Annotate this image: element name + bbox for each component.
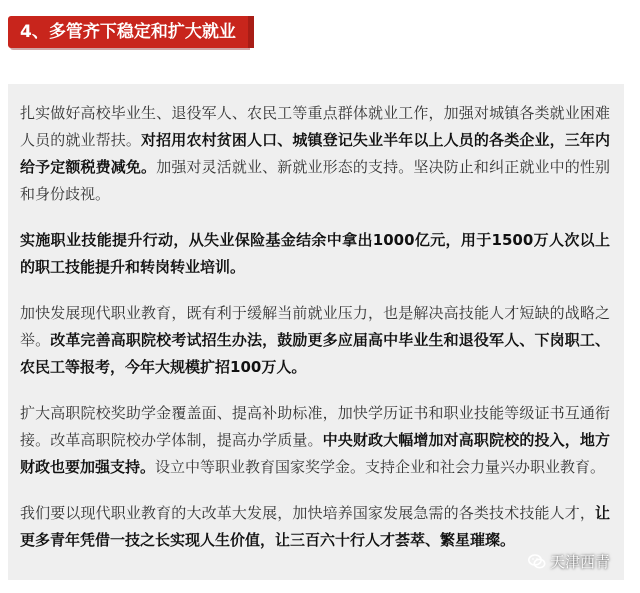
paragraph-text: 加强对灵活就业、新就业形态的支持。坚决防止和纠正就业中的性别和身份歧视。 — [20, 158, 610, 203]
paragraph-text: 扎实做好高校毕业生、退役军人、农民工等重点群体就业工作，加强对城镇各类就业困难人员的就业帮扶。 — [20, 104, 610, 149]
wechat-icon — [528, 554, 546, 570]
paragraph-bold-text: 让更多青年凭借一技之长实现人生价值，让三百六十行人才荟萃、繁星璀璨。 — [20, 504, 610, 549]
paragraph-text: 加快发展现代职业教育，既有利于缓解当前就业压力，也是解决高技能人才短缺的战略之举。 — [20, 304, 610, 349]
paragraph-text: 扩大高职院校奖助学金覆盖面、提高补助标准，加快学历证书和职业技能等级证书互通衔接。改革高职院校办学体制，提高办学质量。 — [20, 404, 610, 449]
paragraph-text: 我们要以现代职业教育的大改革大发展，加快培养国家发展急需的各类技术技能人才， — [20, 504, 595, 522]
paragraph-bold-text: 中央财政大幅增加对高职院校的投入，地方财政也要加强支持。 — [20, 431, 610, 476]
paragraph-text: 设立中等职业教育国家奖学金。支持企业和社会力量兴办职业教育。 — [155, 458, 606, 476]
paragraph-2 — [20, 227, 610, 281]
paragraph-3 — [20, 300, 610, 381]
content-panel — [8, 84, 624, 580]
paragraph-bold-text: 实施职业技能提升行动，从失业保险基金结余中拿出1000亿元，用于1500万人次以上的职工技能提升和转岗转业培训。 — [20, 231, 610, 276]
paragraph-5 — [20, 500, 610, 554]
watermark-text: 天津西青 — [549, 553, 610, 571]
paragraph-bold-text: 改革完善高职院校考试招生办法，鼓励更多应届高中毕业生和退役军人、下岗职工、农民工等报考，今年大规模扩招100万人。 — [20, 331, 610, 376]
paragraph-bold-text: 对招用农村贫困人口、城镇登记失业半年以上人员的各类企业，三年内给予定额税费减免。 — [20, 131, 610, 176]
paragraph-1 — [20, 100, 610, 208]
section-title: 4、多管齐下稳定和扩大就业 — [8, 16, 248, 48]
paragraph-4 — [20, 400, 610, 481]
watermark — [528, 551, 610, 572]
